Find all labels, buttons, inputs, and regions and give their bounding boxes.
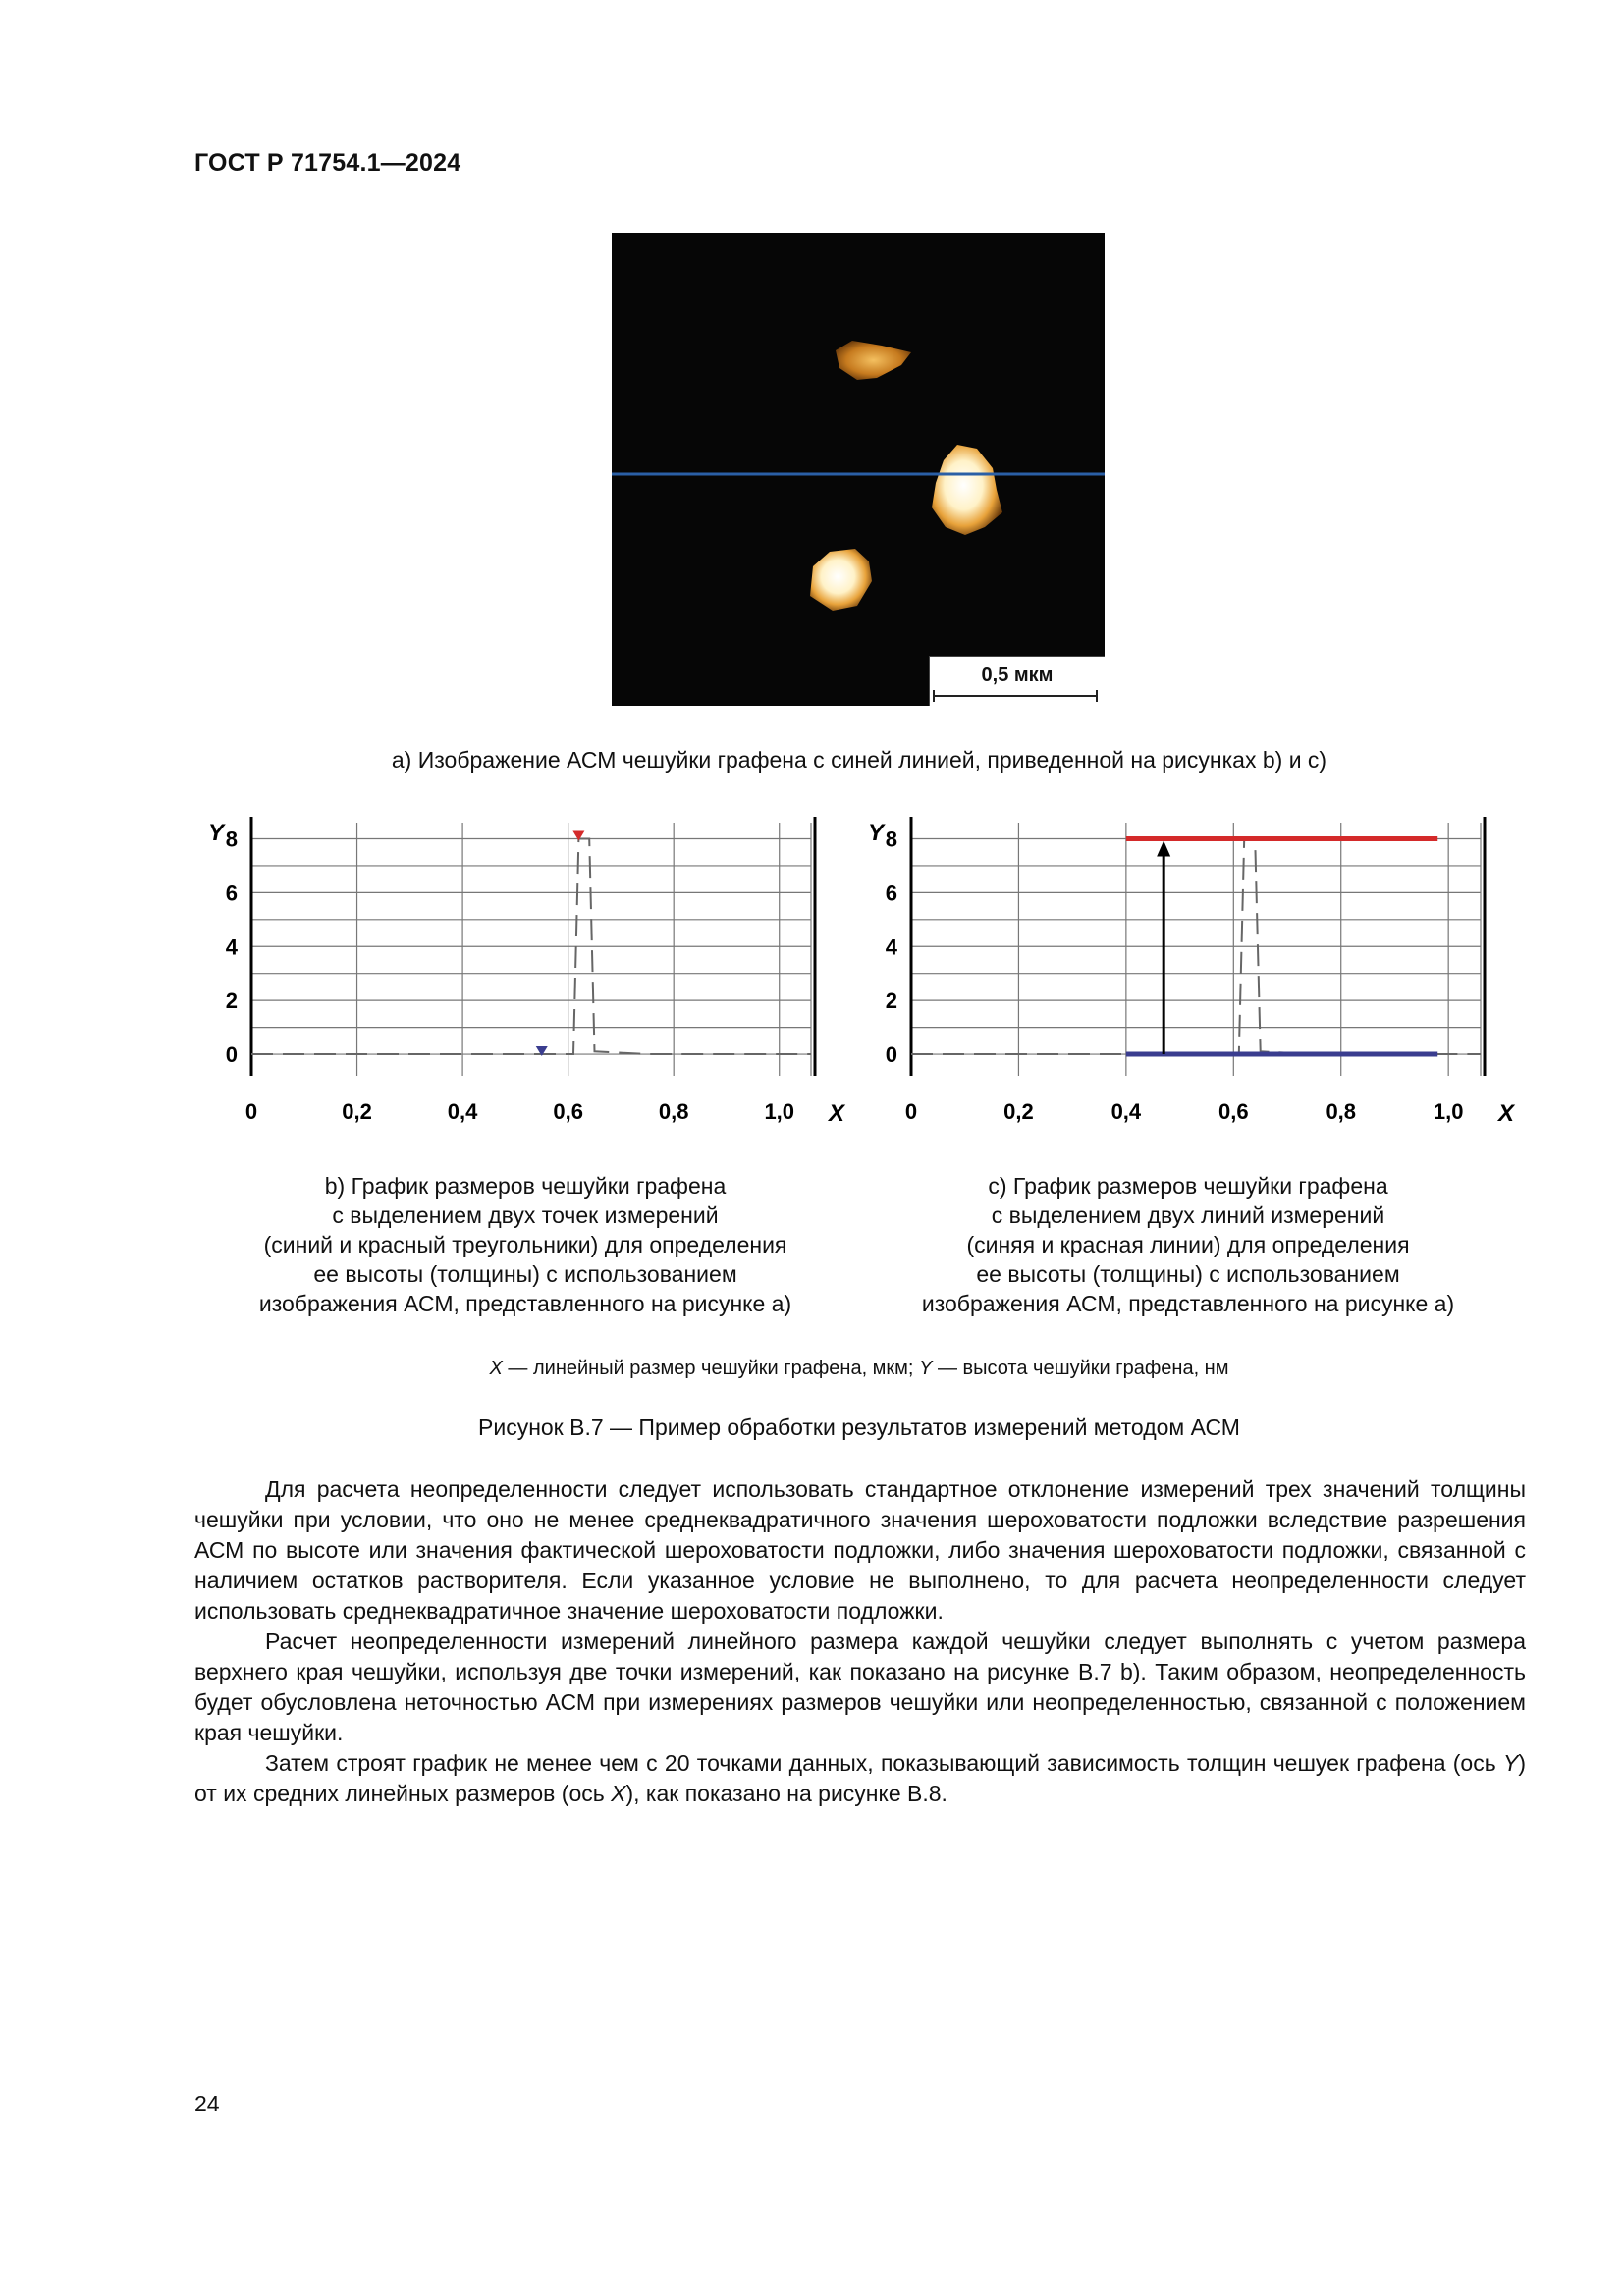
y-tick-label: 8 xyxy=(885,827,897,852)
y-tick-label: 4 xyxy=(885,934,897,960)
caption-b-line: (синий и красный треугольники) для определения xyxy=(263,1232,787,1257)
x-tick-label: 0,4 xyxy=(1110,1099,1142,1124)
caption-c-line: с выделением двух линий измерений xyxy=(991,1202,1385,1228)
p3-text: Затем строят график не менее чем с 20 точками данных, показывающий зависимость толщин чешуек графена (ось xyxy=(265,1750,1503,1776)
chart-c xyxy=(854,813,1522,1127)
p3-text: ) от их средних линейных размеров (ось xyxy=(194,1750,1526,1806)
scale-bar xyxy=(929,656,1105,706)
paragraph: Расчет неопределенности измерений линейного размера каждой чешуйки следует выполнять с учетом размера верхнего края чешуйки, используя две точки измерений, как показано на рисунке В.7 b). Таким образом, неопределенность будет обусловлена неточностью АСМ при измерениях размеров чешуйки или неопределенностью, связанной с положением края чешуйки. xyxy=(194,1629,1526,1745)
afm-image xyxy=(612,233,1105,706)
caption-b xyxy=(196,1171,854,1318)
legend-y-symbol: Y xyxy=(919,1358,933,1379)
x-tick-label: 0,6 xyxy=(553,1099,583,1124)
chart-svg-0 xyxy=(194,813,852,1127)
p3-text: ), как показано на рисунке В.8. xyxy=(625,1781,947,1806)
x-tick-label: 0 xyxy=(244,1099,258,1124)
p3-axis-y: Y xyxy=(1502,1750,1519,1776)
x-tick-label: 0,2 xyxy=(1003,1099,1034,1124)
y-tick-label: 8 xyxy=(225,827,238,852)
caption-c-line: ее высоты (толщины) с использованием xyxy=(976,1261,1400,1287)
x-tick-label: 0,4 xyxy=(447,1099,478,1124)
x-tick-label: 0,8 xyxy=(1326,1099,1357,1124)
paragraph xyxy=(194,1748,1526,1809)
caption-b-line: с выделением двух точек измерений xyxy=(332,1202,719,1228)
document-code: ГОСТ Р 71754.1—2024 xyxy=(194,149,461,177)
scale-bar-line xyxy=(930,657,1105,706)
scale-label: 0,5 мкм xyxy=(981,665,1054,686)
y-tick-label: 2 xyxy=(885,988,897,1014)
flake-1 xyxy=(836,341,911,380)
figure-title: Рисунок В.7 — Пример обработки результатов измерений методом АСМ xyxy=(478,1415,1240,1440)
legend-x-symbol: X xyxy=(489,1358,503,1379)
chart-svg-1 xyxy=(854,813,1522,1127)
y-tick-label: 4 xyxy=(225,934,238,960)
x-tick-label: 1,0 xyxy=(764,1099,795,1124)
caption-c-line: c) График размеров чешуйки графена xyxy=(988,1173,1388,1199)
page-number: 24 xyxy=(194,2091,220,2116)
y-tick-label: 6 xyxy=(885,881,897,906)
x-axis-label: X xyxy=(828,1100,845,1127)
y-axis-label: Y xyxy=(867,820,885,846)
legend-x-text: — линейный размер чешуйки графена, мкм; xyxy=(502,1358,920,1379)
x-tick-label: 0 xyxy=(904,1099,918,1124)
y-axis-label: Y xyxy=(207,820,225,846)
legend-y-text: — высота чешуйки графена, нм xyxy=(932,1358,1229,1379)
x-tick-label: 0,2 xyxy=(342,1099,372,1124)
caption-c-line: изображения АСМ, представленного на рисунке а) xyxy=(921,1291,1455,1316)
y-tick-label: 0 xyxy=(885,1042,897,1068)
y-tick-label: 0 xyxy=(225,1042,238,1068)
caption-b-line: b) График размеров чешуйки графена xyxy=(324,1173,727,1199)
caption-b-line: изображения АСМ, представленного на рисунке а) xyxy=(258,1291,792,1316)
caption-c xyxy=(854,1171,1522,1318)
caption-a: а) Изображение АСМ чешуйки графена с синей линией, приведенной на рисунках b) и c) xyxy=(391,747,1327,773)
x-tick-label: 0,6 xyxy=(1218,1099,1249,1124)
chart-b xyxy=(194,813,852,1127)
x-axis-label: X xyxy=(1497,1100,1515,1127)
figure-legend xyxy=(245,1358,1473,1380)
height-arrow-head xyxy=(1157,840,1170,856)
caption-c-line: (синяя и красная линии) для определения xyxy=(966,1232,1410,1257)
x-tick-label: 0,8 xyxy=(658,1099,689,1124)
x-tick-label: 1,0 xyxy=(1433,1099,1464,1124)
p3-axis-x: X xyxy=(611,1781,626,1806)
y-tick-label: 2 xyxy=(225,988,238,1014)
y-tick-label: 6 xyxy=(225,881,238,906)
paragraph: Для расчета неопределенности следует использовать стандартное отклонение измерений трех значений толщины чешуйки при условии, что оно не менее среднеквадратичного значения шероховатости подложки вследствие разрешения АСМ по высоте или значения фактической шероховатости подложки, либо значения шероховатости подложки, связанной с наличием остатков растворителя. Если указанное условие не выполнено, то для расчета неопределенности следует использовать среднеквадратичное значение шероховатости подложки. xyxy=(194,1476,1526,1624)
afm-flakes-picture xyxy=(612,233,1105,706)
caption-b-line: ее высоты (толщины) с использованием xyxy=(313,1261,737,1287)
flake-3 xyxy=(810,549,872,611)
flake-2 xyxy=(932,445,1002,535)
body-text xyxy=(194,1474,1526,1809)
